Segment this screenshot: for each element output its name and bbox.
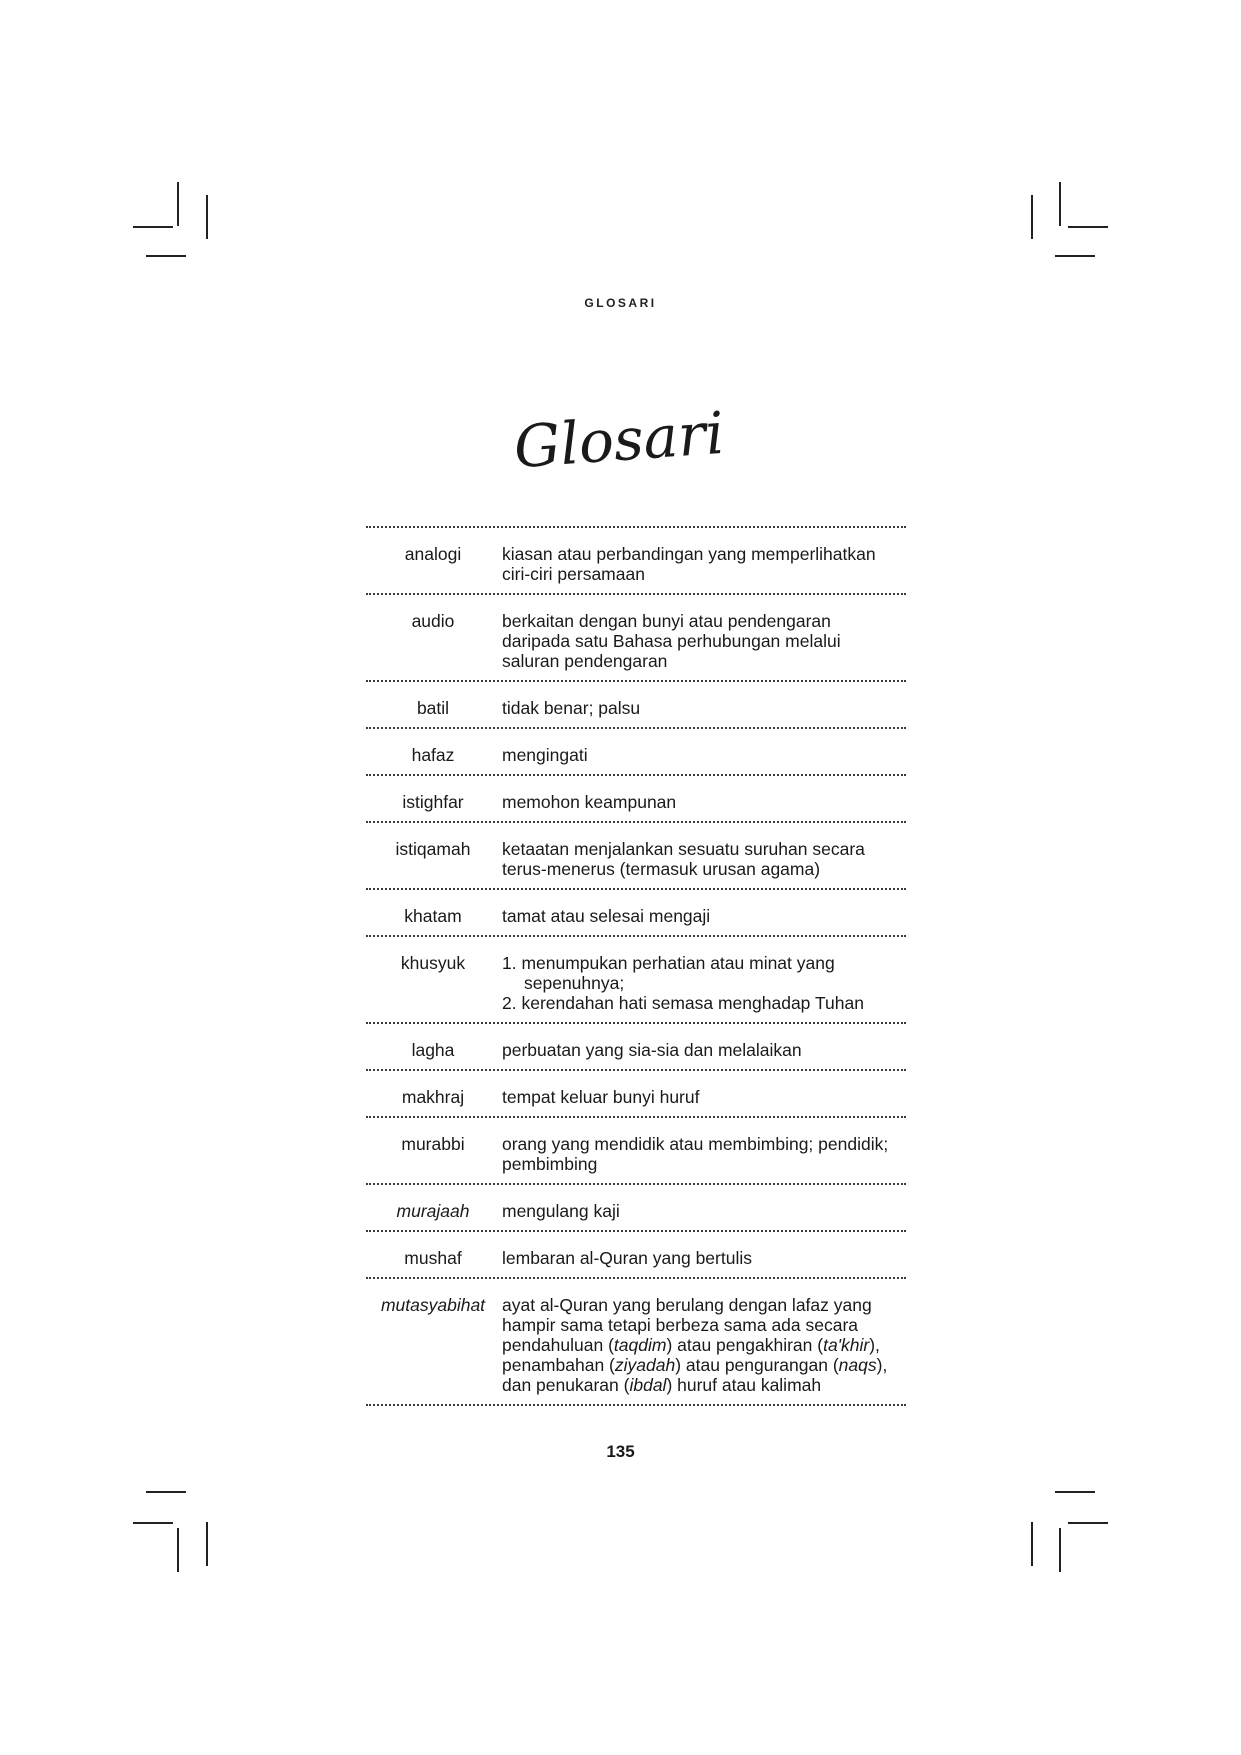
- glossary-entry: [366, 1279, 906, 1404]
- glossary-table: [366, 526, 906, 1406]
- glossary-definition: [500, 1134, 906, 1174]
- definition-line: ayat al-Quran yang berulang dengan lafaz yang: [502, 1295, 872, 1315]
- definition-line: lembaran al-Quran yang bertulis: [502, 1248, 752, 1268]
- glossary-entry: [366, 937, 906, 1022]
- definition-line: ciri-ciri persamaan: [502, 564, 645, 584]
- crop-mark: [1031, 195, 1033, 239]
- glossary-entry: [366, 1232, 906, 1277]
- glossary-definition: [500, 745, 906, 765]
- glossary-term: murajaah: [396, 1201, 470, 1221]
- glossary-definition: [500, 1040, 906, 1060]
- glossary-term: audio: [411, 611, 455, 631]
- crop-mark: [146, 255, 186, 257]
- dotted-divider: [366, 1404, 906, 1406]
- definition-line: berkaitan dengan bunyi atau pendengaran: [502, 611, 831, 631]
- glossary-term: khatam: [404, 906, 462, 926]
- page-title-text: Glosari: [511, 398, 727, 482]
- running-head: GLOSARI: [584, 296, 657, 310]
- definition-line: sepenuhnya;: [524, 973, 625, 993]
- glossary-term: analogi: [404, 544, 462, 564]
- glossary-definition: [500, 698, 906, 718]
- glossary-term: istighfar: [402, 792, 464, 812]
- glossary-entry: [366, 1071, 906, 1116]
- glossary-entry: [366, 776, 906, 821]
- glossary-entry: [366, 729, 906, 774]
- glossary-entry: [366, 1185, 906, 1230]
- glossary-term: mushaf: [404, 1248, 462, 1268]
- glossary-entry: [366, 595, 906, 680]
- crop-mark: [177, 1528, 179, 1572]
- crop-mark: [177, 182, 179, 226]
- glossary-definition: [500, 953, 906, 1013]
- crop-mark: [133, 1522, 173, 1524]
- glossary-definition: [500, 544, 906, 584]
- definition-line: terus-menerus (termasuk urusan agama): [502, 859, 821, 879]
- crop-mark: [1059, 1528, 1061, 1572]
- definition-line: pendahuluan (taqdim) atau pengakhiran (ta'khir),: [502, 1335, 880, 1355]
- crop-mark: [1068, 226, 1108, 228]
- glossary-entry: [366, 1118, 906, 1183]
- crop-mark: [1055, 255, 1095, 257]
- glossary-term: murabbi: [401, 1134, 465, 1154]
- glossary-definition: [500, 1248, 906, 1268]
- definition-line: tamat atau selesai mengaji: [502, 906, 711, 926]
- crop-mark: [146, 1491, 186, 1493]
- glossary-term: makhraj: [401, 1087, 465, 1107]
- glossary-term: mutasyabihat: [380, 1295, 486, 1315]
- definition-line: saluran pendengaran: [502, 651, 668, 671]
- definition-line: hampir sama tetapi berbeza sama ada secara: [502, 1315, 859, 1335]
- glossary-definition: [500, 1087, 906, 1107]
- crop-mark: [1068, 1522, 1108, 1524]
- page-title: [470, 398, 770, 498]
- crop-mark: [206, 1522, 208, 1566]
- crop-mark: [206, 195, 208, 239]
- definition-line: mengulang kaji: [502, 1201, 620, 1221]
- glossary-entry: [366, 528, 906, 593]
- glossary-definition: [500, 792, 906, 812]
- definition-line: 1. menumpukan perhatian atau minat yang: [502, 953, 835, 973]
- definition-line: daripada satu Bahasa perhubungan melalui: [502, 631, 841, 651]
- page-number: 135: [606, 1442, 635, 1461]
- definition-line: perbuatan yang sia-sia dan melalaikan: [502, 1040, 802, 1060]
- definition-line: tidak benar; palsu: [502, 698, 641, 718]
- definition-line: pembimbing: [502, 1154, 598, 1174]
- glossary-entry: [366, 890, 906, 935]
- glossary-entry: [366, 1024, 906, 1069]
- crop-mark: [1031, 1522, 1033, 1566]
- glossary-entry: [366, 682, 906, 727]
- definition-line: orang yang mendidik atau membimbing; pendidik;: [502, 1134, 889, 1154]
- crop-mark: [133, 226, 173, 228]
- glossary-term: batil: [416, 698, 450, 718]
- definition-line: ketaatan menjalankan sesuatu suruhan secara: [502, 839, 865, 859]
- definition-line: penambahan (ziyadah) atau pengurangan (naqs),: [502, 1355, 888, 1375]
- definition-line: mengingati: [502, 745, 588, 765]
- crop-mark: [1059, 182, 1061, 226]
- glossary-definition: [500, 839, 906, 879]
- glossary-term: istiqamah: [395, 839, 471, 859]
- glossary-term: lagha: [411, 1040, 455, 1060]
- crop-mark: [1055, 1491, 1095, 1493]
- glossary-entry: [366, 823, 906, 888]
- glossary-term: hafaz: [411, 745, 455, 765]
- glossary-term: khusyuk: [400, 953, 466, 973]
- definition-line: tempat keluar bunyi huruf: [502, 1087, 700, 1107]
- glossary-definition: [500, 1201, 906, 1221]
- glossary-definition: [500, 906, 906, 926]
- glossary-definition: [500, 611, 906, 671]
- glossary-definition: [500, 1295, 906, 1395]
- definition-line: dan penukaran (ibdal) huruf atau kalimah: [502, 1375, 822, 1395]
- definition-line: memohon keampunan: [502, 792, 677, 812]
- definition-line: 2. kerendahan hati semasa menghadap Tuhan: [502, 993, 864, 1013]
- definition-line: kiasan atau perbandingan yang memperlihatkan: [502, 544, 876, 564]
